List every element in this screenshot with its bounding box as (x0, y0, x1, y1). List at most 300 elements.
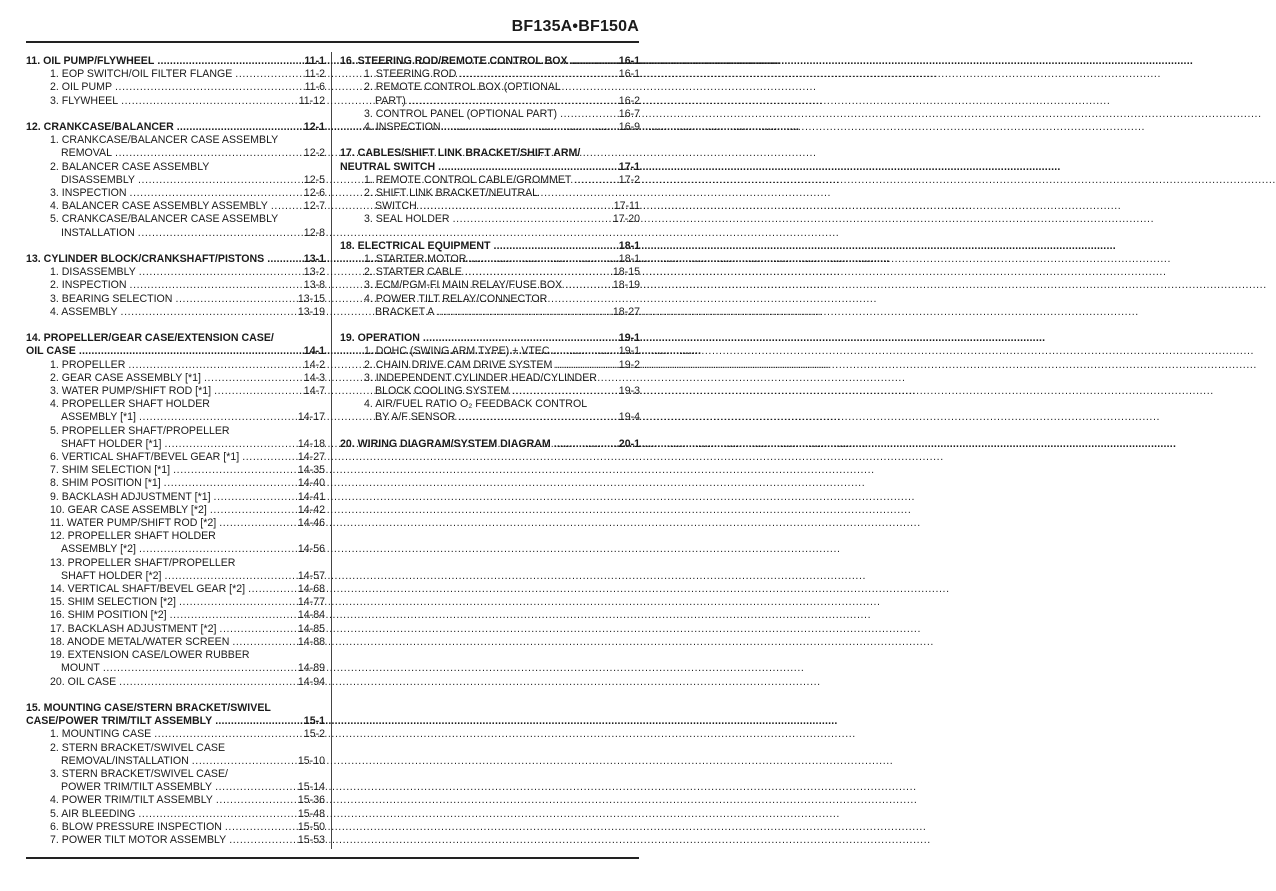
toc-entry-page-number: 17-2 (618, 173, 640, 186)
toc-entry-page-number: 14-7 (303, 385, 325, 398)
toc-entry[interactable] (26, 438, 325, 451)
toc-entry[interactable] (340, 266, 640, 279)
toc-entry[interactable] (26, 662, 325, 675)
toc-entry-text: 19. EXTENSION CASE/LOWER RUBBER (50, 649, 250, 662)
toc-entry[interactable] (26, 742, 325, 755)
leader-dots (138, 174, 301, 187)
toc-entry-page-number: 15-10 (297, 754, 325, 767)
toc-entry-page-number: 14-89 (297, 662, 325, 675)
section-heading-text: NEUTRAL SWITCH (340, 160, 436, 173)
toc-entry[interactable] (26, 306, 325, 319)
toc-entry-text: 4. INSPECTION (364, 121, 441, 134)
toc-entry-text: ASSEMBLY [*1] (61, 411, 136, 424)
toc-entry-text: 2. REMOTE CONTROL BOX (OPTIONAL (364, 81, 561, 94)
toc-entry[interactable] (26, 517, 325, 530)
toc-entry-text: BY A/F SENSOR (375, 411, 456, 424)
section-heading[interactable] (340, 147, 640, 160)
toc-entry-page-number: 15-36 (297, 794, 325, 807)
toc-entry-page-number: 14-84 (297, 609, 325, 622)
toc-entry[interactable] (26, 372, 325, 385)
toc-entry-page-number: 16-9 (618, 121, 640, 134)
leader-dots (469, 253, 615, 266)
toc-entry-text: 2. STERN BRACKET/SWIVEL CASE (50, 741, 226, 754)
toc-entry-text: DISASSEMBLY (61, 173, 135, 186)
toc-entry[interactable] (340, 81, 640, 94)
leader-dots (512, 385, 616, 398)
toc-entry-page-number: 14-94 (297, 675, 325, 688)
toc-entry-text: 7. SHIM SELECTION [*1] (50, 464, 171, 477)
section-heading[interactable] (340, 332, 640, 345)
toc-entry[interactable] (26, 95, 325, 108)
toc-entry-text: BRACKET A (375, 305, 435, 318)
toc-entry-text: 4. POWER TRIM/TILT ASSEMBLY (50, 794, 213, 807)
section-heading[interactable] (340, 438, 640, 451)
toc-entry[interactable] (340, 306, 640, 319)
toc-entry[interactable] (340, 108, 640, 121)
leader-dots (214, 385, 301, 398)
toc-entry[interactable] (340, 200, 640, 213)
leader-dots (139, 411, 295, 424)
toc-entry[interactable] (340, 398, 640, 411)
leader-dots (130, 279, 301, 292)
toc-entry-page-number: 13-8 (303, 279, 325, 292)
leader-dots (121, 306, 295, 319)
toc-entry-page-number: 19-4 (618, 411, 640, 424)
section-heading[interactable] (26, 345, 325, 358)
toc-entry-page-number: 17-11 (613, 200, 640, 213)
toc-entry-text: ASSEMBLY [*2] (61, 543, 136, 556)
section-heading-text: 12. CRANKCASE/BALANCER (26, 121, 174, 133)
toc-entry[interactable] (26, 134, 325, 147)
section-heading[interactable] (340, 161, 640, 174)
toc-entry-text: 3. CONTROL PANEL (OPTIONAL PART) (364, 107, 558, 120)
section-heading-page-number: 13-1 (303, 253, 325, 266)
toc-entry-page-number: 12-8 (303, 226, 325, 239)
leader-dots (177, 121, 301, 134)
toc-entry[interactable] (26, 794, 325, 807)
toc-entry-page-number: 18-15 (612, 266, 640, 279)
toc-section (340, 147, 640, 226)
toc-entry-page-number: 16-1 (618, 68, 640, 81)
toc-entry[interactable] (26, 821, 325, 834)
toc-entry-page-number: 14-68 (297, 583, 325, 596)
toc-entry-text: 1. PROPELLER (50, 358, 126, 371)
toc-entry-page-number: 11-12 (298, 94, 325, 107)
leader-dots (267, 253, 301, 266)
section-heading-text: 17. CABLES/SHIFT LINK BRACKET/SHIFT ARM/ (340, 147, 581, 160)
toc-section (26, 332, 325, 688)
toc-entry-text: 11. WATER PUMP/SHIFT ROD [*2] (50, 517, 217, 530)
toc-entry-text: 3. INDEPENDENT CYLINDER HEAD/CYLINDER (364, 371, 597, 384)
toc-entry-text: 5. PROPELLER SHAFT/PROPELLER (50, 424, 230, 437)
toc-entry-text: 15. SHIM SELECTION [*2] (50, 596, 176, 609)
leader-dots (409, 95, 616, 108)
toc-entry-page-number: 18-27 (612, 305, 640, 318)
toc-entry[interactable] (340, 187, 640, 200)
toc-entry[interactable] (26, 227, 325, 240)
toc-entry[interactable] (340, 279, 640, 292)
toc-entry[interactable] (26, 477, 325, 490)
leader-dots (560, 108, 616, 121)
toc-section (340, 55, 640, 134)
leader-dots (420, 200, 611, 213)
leader-dots (170, 609, 295, 622)
toc-entry-text: 4. PROPELLER SHAFT HOLDER (50, 398, 210, 411)
toc-entry-page-number: 19-3 (618, 385, 640, 398)
toc-entry[interactable] (340, 253, 640, 266)
toc-entry[interactable] (26, 768, 325, 781)
leader-dots (115, 81, 302, 94)
leader-dots (232, 636, 295, 649)
leader-dots (138, 227, 301, 240)
toc-entry[interactable] (340, 174, 640, 187)
toc-entry-page-number: 16-2 (618, 94, 640, 107)
toc-entry-text: 1. STARTER MOTOR (364, 253, 467, 266)
toc-section (340, 240, 640, 319)
toc-entry[interactable] (26, 570, 325, 583)
toc-entry[interactable] (26, 266, 325, 279)
leader-dots (248, 583, 295, 596)
toc-entry-text: 1. MOUNTING CASE (50, 728, 152, 741)
toc-entry-page-number: 14-18 (297, 437, 325, 450)
section-heading[interactable] (26, 715, 325, 728)
section-heading[interactable] (26, 253, 325, 266)
leader-dots (219, 517, 295, 530)
section-heading-page-number: 17-1 (618, 160, 640, 173)
leader-dots (242, 451, 295, 464)
leader-dots (574, 174, 615, 187)
toc-entry-page-number: 14-77 (297, 596, 325, 609)
toc-entry-page-number: 14-42 (297, 503, 325, 516)
toc-entry[interactable] (26, 491, 325, 504)
toc-entry-page-number: 14-41 (297, 490, 325, 503)
toc-entry-text: 1. CRANKCASE/BALANCER CASE ASSEMBLY (50, 134, 279, 147)
toc-entry-text: 1. DISASSEMBLY (50, 266, 136, 279)
toc-entry[interactable] (26, 676, 325, 689)
toc-entry-text: 17. BACKLASH ADJUSTMENT [*2] (50, 622, 217, 635)
toc-entry[interactable] (26, 543, 325, 556)
toc-entry[interactable] (26, 385, 325, 398)
leader-dots (179, 596, 295, 609)
toc-entry-page-number: 12-6 (303, 187, 325, 200)
toc-entry-text: 10. GEAR CASE ASSEMBLY [*2] (50, 503, 207, 516)
toc-entry[interactable] (26, 530, 325, 543)
toc-entry-text: 18. ANODE METAL/WATER SCREEN (50, 635, 230, 648)
toc-entry[interactable] (26, 68, 325, 81)
leader-dots (164, 438, 294, 451)
section-heading[interactable] (26, 55, 325, 68)
toc-entry[interactable] (26, 464, 325, 477)
toc-entry-page-number: 15-50 (297, 820, 325, 833)
toc-entry-text: REMOVAL/INSTALLATION (61, 754, 189, 767)
toc-entry-page-number: 13-2 (303, 266, 325, 279)
toc-entry-text: 3. BEARING SELECTION (50, 292, 173, 305)
toc-entry-text: BLOCK COOLING SYSTEM (375, 385, 510, 398)
toc-entry-text: 13. PROPELLER SHAFT/PROPELLER (50, 556, 236, 569)
toc-entry-text: 4. POWER TILT RELAY/CONNECTOR (364, 292, 548, 305)
toc-entry[interactable] (26, 834, 325, 847)
toc-section (26, 253, 325, 319)
section-heading-page-number: 11-1 (304, 55, 325, 67)
toc-entry[interactable] (340, 95, 640, 108)
leader-dots (138, 808, 295, 821)
leader-dots (555, 359, 615, 372)
toc-entry[interactable] (26, 411, 325, 424)
toc-entry-page-number: 14-56 (297, 543, 325, 556)
toc-entry-page-number: 15-2 (303, 728, 325, 741)
toc-entry[interactable] (26, 398, 325, 411)
leader-dots (204, 372, 301, 385)
toc-entry-page-number: 19-1 (618, 345, 640, 358)
toc-entry[interactable] (26, 279, 325, 292)
toc-entry[interactable] (340, 359, 640, 372)
leader-dots (139, 266, 301, 279)
section-heading-page-number: 12-1 (303, 121, 325, 133)
toc-entry-page-number: 14-46 (297, 517, 325, 530)
leader-dots (210, 504, 295, 517)
toc-entry-text: 12. PROPELLER SHAFT HOLDER (50, 530, 216, 543)
leader-dots (453, 213, 610, 226)
toc-entry[interactable] (26, 147, 325, 160)
section-heading-text: 14. PROPELLER/GEAR CASE/EXTENSION CASE/ (26, 332, 274, 345)
toc-entry-text: POWER TRIM/TILT ASSEMBLY (61, 781, 213, 794)
toc-entry-text: 3. SEAL HOLDER (364, 213, 450, 226)
leader-dots (192, 755, 295, 768)
toc-entry-page-number: 12-5 (303, 173, 325, 186)
toc-column-left (26, 55, 325, 860)
toc-entry-page-number: 14-85 (297, 622, 325, 635)
toc-entry-page-number: 14-88 (297, 635, 325, 648)
toc-entry-page-number: 14-35 (297, 464, 325, 477)
toc-entry-text: 7. POWER TILT MOTOR ASSEMBLY (50, 833, 227, 846)
toc-entry[interactable] (340, 411, 640, 424)
toc-entry-page-number: 15-14 (297, 781, 325, 794)
leader-dots (494, 240, 616, 253)
section-heading-page-number: 20-1 (618, 437, 640, 450)
toc-entry-text: 4. ASSEMBLY (50, 305, 118, 318)
leader-dots (115, 147, 301, 160)
footer-rule (26, 857, 639, 859)
toc-entry[interactable] (340, 372, 640, 385)
toc-entry-text: 6. VERTICAL SHAFT/BEVEL GEAR [*1] (50, 451, 240, 464)
toc-entry-page-number: 19-2 (618, 358, 640, 371)
toc-entry-text: 14. VERTICAL SHAFT/BEVEL GEAR [*2] (50, 583, 246, 596)
toc-entry-page-number: 12-2 (303, 147, 325, 160)
toc-entry-text: 5. CRANKCASE/BALANCER CASE ASSEMBLY (50, 213, 279, 226)
toc-entry[interactable] (26, 609, 325, 622)
toc-entry-page-number: 18-19 (612, 279, 640, 292)
toc-entry[interactable] (26, 81, 325, 94)
leader-dots (128, 359, 300, 372)
toc-entry-page-number: 13-15 (297, 292, 325, 305)
toc-section (340, 438, 640, 451)
section-heading-page-number: 19-1 (618, 332, 640, 345)
toc-section (26, 702, 325, 847)
toc-entry-text: PART) (375, 94, 406, 107)
toc-entry-text: 2. GEAR CASE ASSEMBLY [*1] (50, 371, 201, 384)
toc-entry-text: 8. SHIM POSITION [*1] (50, 477, 161, 490)
toc-entry[interactable] (26, 174, 325, 187)
toc-entry[interactable] (340, 345, 640, 358)
toc-entry[interactable] (26, 623, 325, 636)
toc-entry[interactable] (26, 187, 325, 200)
toc-entry-text: 1. REMOTE CONTROL CABLE/GROMMET (364, 173, 572, 186)
leader-dots (154, 728, 301, 741)
toc-entry[interactable] (26, 728, 325, 741)
toc-entry[interactable] (26, 596, 325, 609)
toc-entry[interactable] (26, 636, 325, 649)
leader-dots (119, 676, 295, 689)
section-heading-text: 15. MOUNTING CASE/STERN BRACKET/SWIVEL (26, 701, 271, 714)
toc-entry-page-number: 15-48 (297, 807, 325, 820)
toc-entry-text: 3. ECM/PGM-FI MAIN RELAY/FUSE BOX (364, 279, 563, 292)
toc-entry-text: 2. CHAIN DRIVE CAM DRIVE SYSTEM (364, 358, 553, 371)
toc-entry-page-number: 12-7 (303, 200, 325, 213)
toc-entry-page-number: 17-20 (612, 213, 640, 226)
leader-dots (130, 187, 301, 200)
leader-dots (565, 279, 610, 292)
section-heading-text: 19. OPERATION (340, 332, 420, 345)
leader-dots (553, 345, 616, 358)
toc-entry-page-number: 14-3 (303, 371, 325, 384)
toc-entry-text: 5. AIR BLEEDING (50, 807, 136, 820)
toc-entry[interactable] (340, 293, 640, 306)
leader-dots (271, 200, 301, 213)
toc-entry-text: MOUNT (61, 662, 100, 675)
toc-entry-text: 2. INSPECTION (50, 279, 127, 292)
leader-dots (216, 794, 295, 807)
toc-section (26, 55, 325, 108)
toc-entry[interactable] (26, 161, 325, 174)
section-heading-text: CASE/POWER TRIM/TILT ASSEMBLY (26, 715, 213, 728)
toc-entry[interactable] (26, 808, 325, 821)
toc-entry-page-number: 14-57 (297, 569, 325, 582)
toc-entry-text: 6. BLOW PRESSURE INSPECTION (50, 820, 222, 833)
toc-entry-text: 9. BACKLASH ADJUSTMENT [*1] (50, 490, 211, 503)
toc-entry-text: 16. SHIM POSITION [*2] (50, 609, 167, 622)
section-heading-text: 16. STEERING ROD/REMOTE CONTROL BOX (340, 55, 568, 67)
toc-entry[interactable] (340, 385, 640, 398)
leader-dots (103, 662, 295, 675)
leader-dots (215, 781, 295, 794)
toc-entry[interactable] (26, 293, 325, 306)
section-heading-text: 11. OIL PUMP/FLYWHEEL (26, 55, 155, 67)
leader-dots (79, 345, 301, 358)
section-heading-text: 20. WIRING DIAGRAM/SYSTEM DIAGRAM (340, 437, 551, 450)
toc-entry[interactable] (26, 451, 325, 464)
toc-entry[interactable] (26, 755, 325, 768)
toc-entry-text: SWITCH (375, 200, 417, 213)
toc-entry[interactable] (26, 504, 325, 517)
toc-entry[interactable] (26, 425, 325, 438)
toc-entry-page-number: 18-1 (618, 253, 640, 266)
leader-dots (164, 570, 294, 583)
section-heading[interactable] (340, 55, 640, 68)
toc-entry-text: 1. DOHC (SWING ARM TYPE) + VTEC (364, 345, 550, 358)
leader-dots (121, 95, 296, 108)
toc-entry-text: 4. BALANCER CASE ASSEMBLY ASSEMBLY (50, 200, 268, 213)
toc-section (26, 121, 325, 240)
toc-entry-text: 3. WATER PUMP/SHIFT ROD [*1] (50, 385, 212, 398)
toc-entry-text: 3. FLYWHEEL (50, 94, 119, 107)
leader-dots (164, 477, 295, 490)
section-heading-text: 18. ELECTRICAL EQUIPMENT (340, 239, 491, 252)
leader-dots (458, 411, 615, 424)
toc-entry[interactable] (26, 213, 325, 226)
toc-entry-text: 3. STERN BRACKET/SWIVEL CASE/ (50, 767, 228, 780)
toc-column-right (340, 55, 640, 464)
header-rule (26, 41, 639, 43)
leader-dots (444, 121, 616, 134)
toc-entry-text: 4. AIR/FUEL RATIO O₂ FEEDBACK CONTROL (364, 398, 588, 411)
toc-entry-text: SHAFT HOLDER [*2] (61, 569, 162, 582)
section-heading-page-number: 15-1 (303, 715, 325, 728)
toc-entry-text: 3. INSPECTION (50, 187, 127, 200)
leader-dots (423, 332, 616, 345)
toc-entry-page-number: 14-27 (297, 451, 325, 464)
toc-entry-text: 2. OIL PUMP (50, 81, 113, 94)
toc-entry-text: REMOVAL (61, 147, 113, 160)
leader-dots (571, 55, 616, 68)
leader-dots (225, 821, 295, 834)
leader-dots (139, 543, 295, 556)
section-heading-text: 13. CYLINDER BLOCK/CRANKSHAFT/PISTONS (26, 253, 265, 266)
toc-entry-page-number: 14-2 (303, 358, 325, 371)
leader-dots (157, 55, 301, 68)
toc-entry[interactable] (26, 557, 325, 570)
section-heading[interactable] (340, 240, 640, 253)
section-heading[interactable] (26, 121, 325, 134)
leader-dots (554, 438, 616, 451)
toc-entry[interactable] (26, 781, 325, 794)
toc-section (340, 332, 640, 424)
section-heading-page-number: 14-1 (303, 345, 325, 358)
toc-entry-text: 2. BALANCER CASE ASSEMBLY (50, 160, 210, 173)
page-header-model: BF135A•BF150A (511, 18, 639, 35)
section-heading-page-number: 18-1 (618, 239, 640, 252)
section-heading[interactable] (26, 702, 325, 715)
toc-entry[interactable] (340, 121, 640, 134)
toc-entry-text: 1. STEERING ROD (364, 68, 457, 81)
toc-entry[interactable] (340, 68, 640, 81)
leader-dots (219, 623, 294, 636)
toc-entry-page-number: 11-6 (304, 81, 325, 94)
toc-entry[interactable] (340, 213, 640, 226)
toc-entry-text: 2. STARTER CABLE (364, 266, 462, 279)
toc-entry-page-number: 11-2 (304, 68, 325, 81)
toc-entry-page-number: 14-17 (297, 411, 325, 424)
leader-dots (215, 715, 301, 728)
toc-entry[interactable] (26, 359, 325, 372)
toc-entry[interactable] (26, 649, 325, 662)
leader-dots (465, 266, 610, 279)
leader-dots (175, 293, 294, 306)
section-heading-text: OIL CASE (26, 345, 76, 358)
toc-entry-text: 20. OIL CASE (50, 675, 117, 688)
leader-dots (229, 834, 295, 847)
leader-dots (214, 491, 295, 504)
toc-entry-page-number: 14-40 (297, 477, 325, 490)
toc-entry[interactable] (26, 583, 325, 596)
toc-entry-text: INSTALLATION (61, 226, 135, 239)
toc-entry[interactable] (26, 200, 325, 213)
leader-dots (235, 68, 301, 81)
leader-dots (438, 161, 616, 174)
leader-dots (459, 68, 615, 81)
section-heading-page-number: 16-1 (618, 55, 640, 67)
section-heading[interactable] (26, 332, 325, 345)
toc-entry-text: 1. EOP SWITCH/OIL FILTER FLANGE (50, 68, 233, 81)
